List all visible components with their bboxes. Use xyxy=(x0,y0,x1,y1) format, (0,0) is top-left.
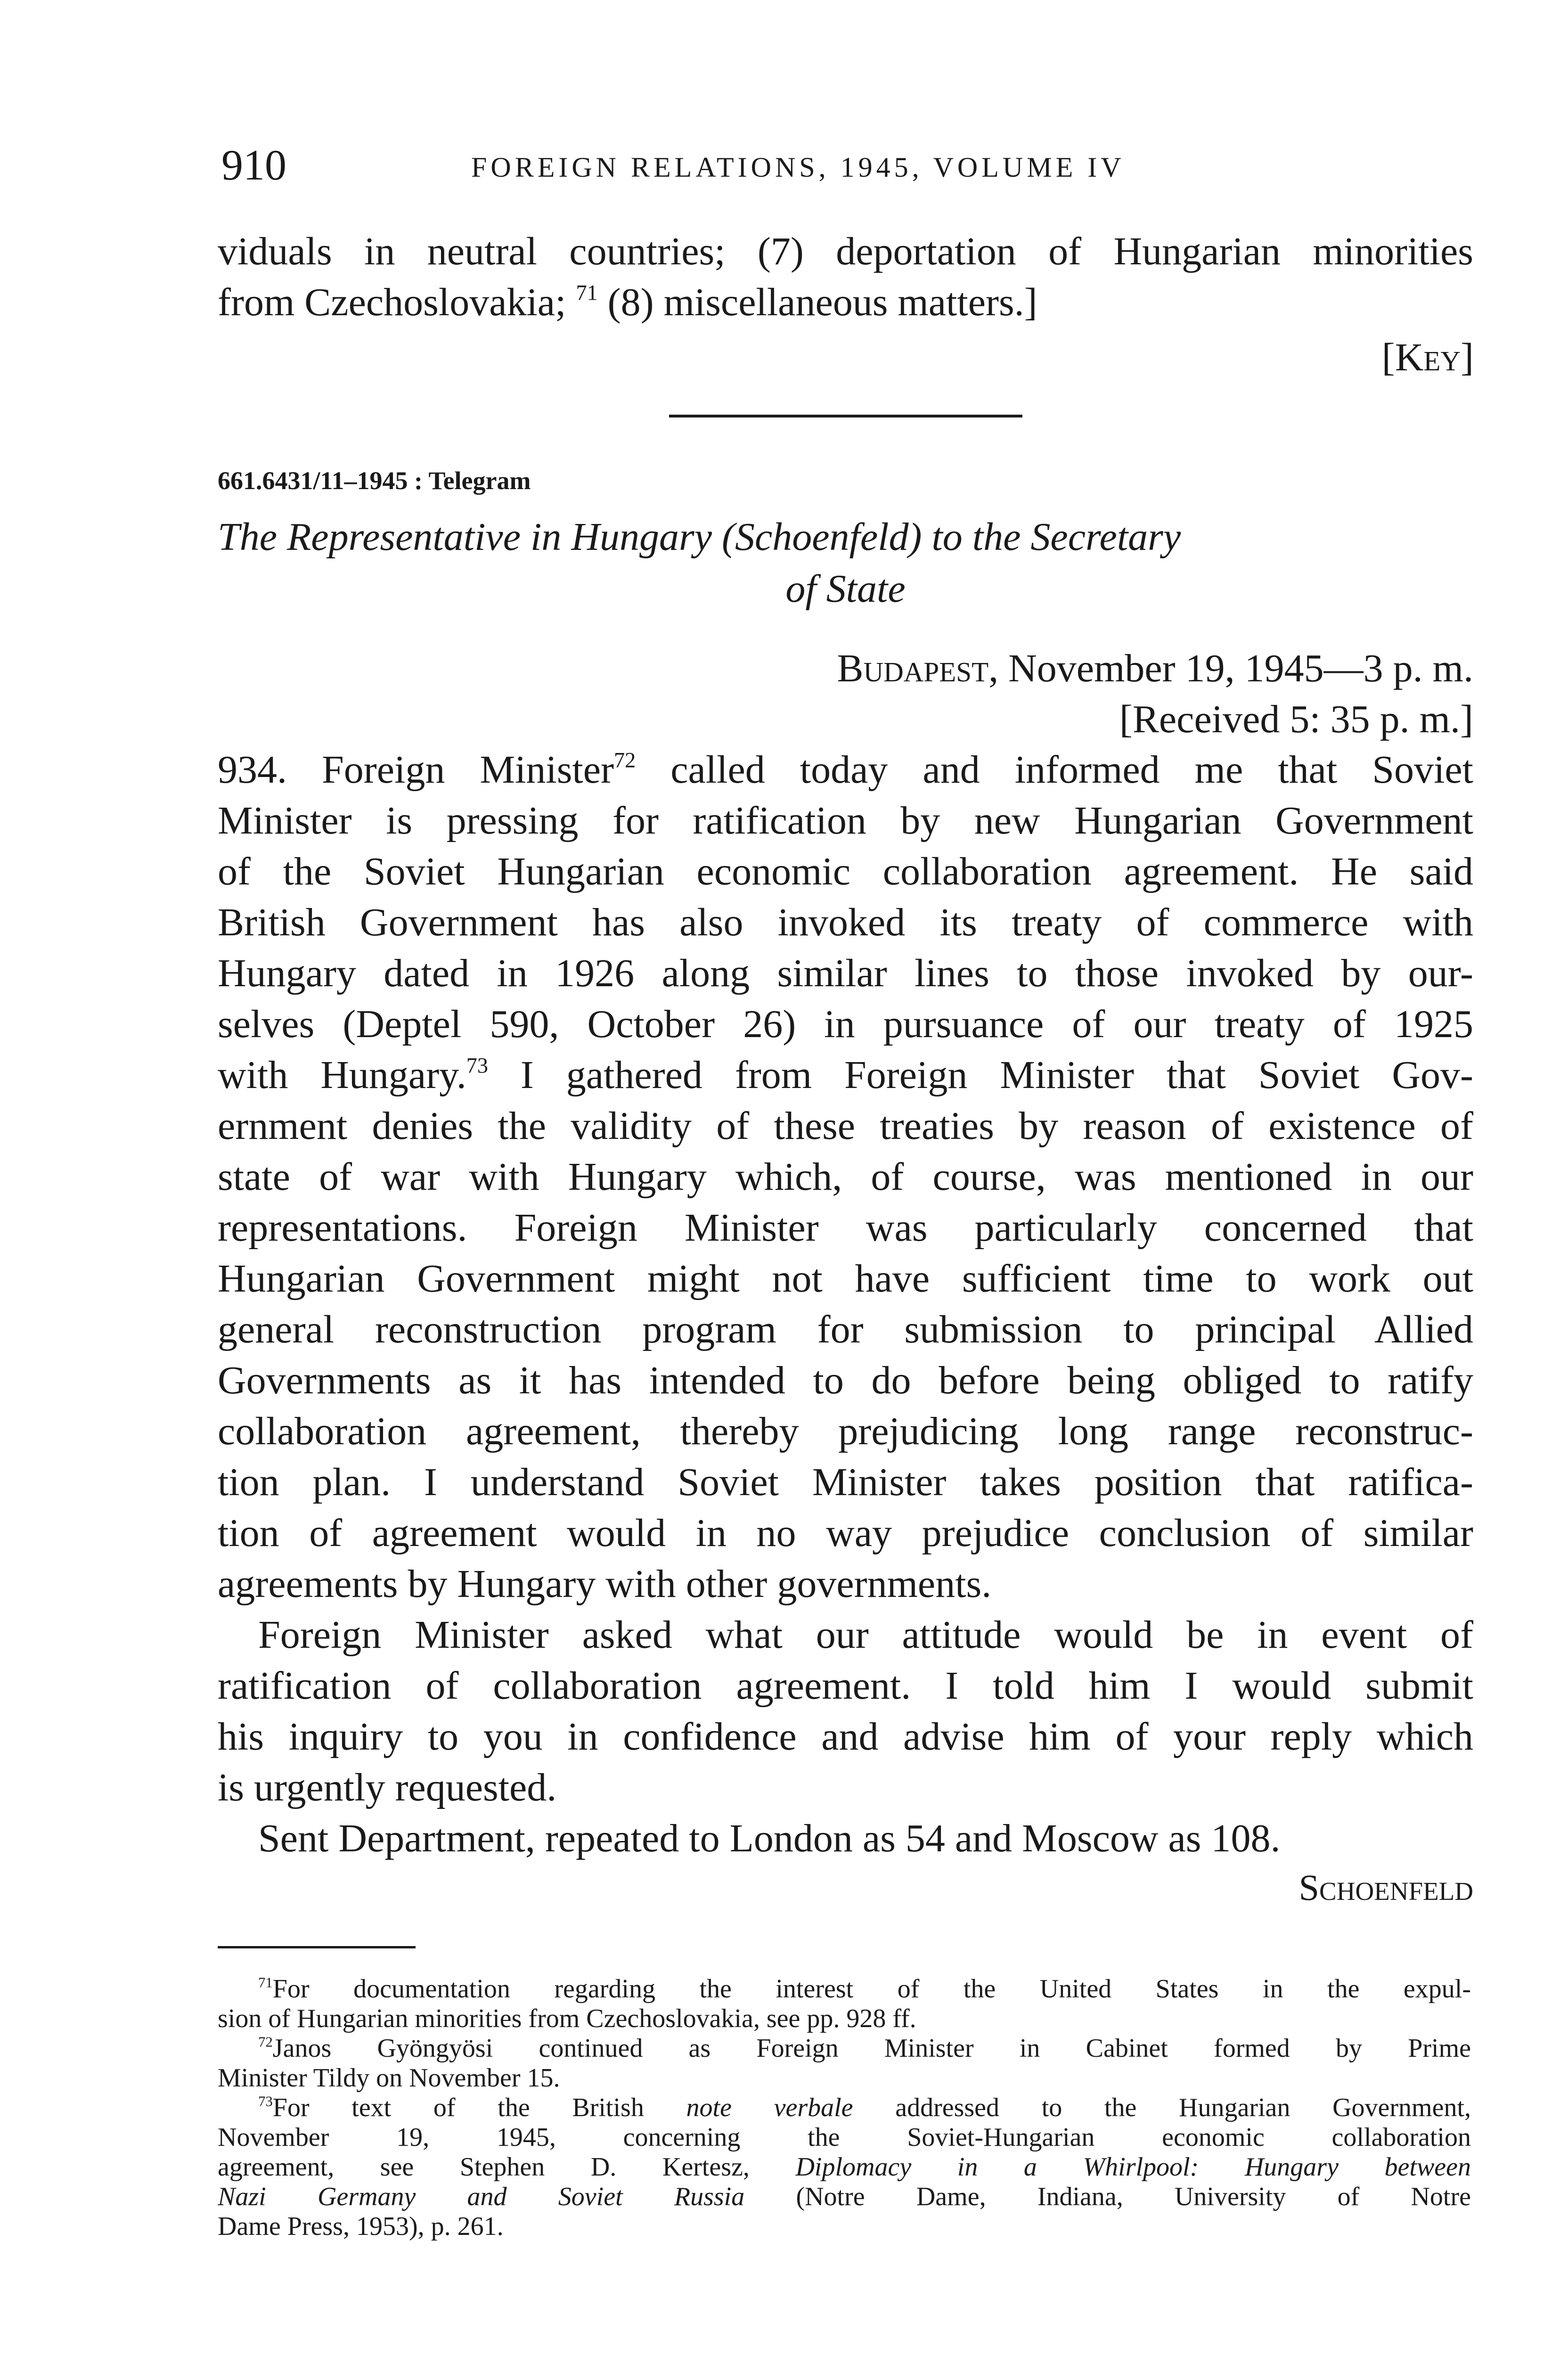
footnote-ref-73: 73 xyxy=(466,1053,488,1078)
footnote-ref-71: 71 xyxy=(576,280,598,305)
footnote-italic-text: Diplomacy in a Whirlpool: Hungary between xyxy=(795,2152,1471,2182)
body-line: tion plan. I understand Soviet Minister takes position that ratifica- xyxy=(218,1460,1473,1504)
signature: Schoenfeld xyxy=(1298,1867,1473,1908)
telegram-number-text: 934. Foreign Minister xyxy=(218,748,614,792)
body-line: British Government has also invoked its treaty of commerce with xyxy=(218,900,1473,944)
body-line: Hungarian Government might not have sufficient time to work out xyxy=(218,1257,1473,1301)
footnote-italic-text: Nazi Germany and Soviet Russia xyxy=(218,2182,745,2211)
body-line: ernment denies the validity of these treaties by reason of existence of xyxy=(218,1104,1473,1148)
footnote-text: addressed to the Hungarian Government, xyxy=(895,2093,1471,2122)
body-text: called today and informed me that Soviet xyxy=(670,748,1473,792)
body-line: Hungary dated in 1926 along similar lines to those invoked by our- xyxy=(218,951,1473,995)
section-divider xyxy=(669,415,1022,417)
intro-text-end: (8) miscellaneous matters.] xyxy=(607,280,1037,324)
footnote-73-line-2: November 19, 1945, concerning the Soviet-Hungarian economic collaboration xyxy=(218,2123,1471,2152)
footnote-73-line-1 xyxy=(218,2093,1471,2123)
footnote-72-line-1 xyxy=(218,2034,1471,2063)
body-line: Foreign Minister asked what our attitude would be in event of xyxy=(258,1613,1473,1657)
body-line: tion of agreement would in no way prejudice conclusion of similar xyxy=(218,1511,1473,1555)
footnote-text: Janos Gyöngyösi continued as Foreign Minister in Cabinet formed by Prime xyxy=(272,2034,1471,2063)
intro-text: from Czechoslovakia; xyxy=(218,280,566,324)
document-title-line-2: of State xyxy=(785,567,906,611)
document-title-line-1: The Representative in Hungary (Schoenfeld) to the Secretary xyxy=(218,515,1181,559)
dateline-date: , November 19, 1945—3 p. m. xyxy=(988,646,1473,690)
body-text: with Hungary. xyxy=(218,1053,466,1097)
body-line: ratification of collaboration agreement. I told him I would submit xyxy=(218,1664,1473,1708)
body-line: of the Soviet Hungarian economic collaboration agreement. He said xyxy=(218,850,1473,893)
body-line: state of war with Hungary which, of course, was mentioned in our xyxy=(218,1155,1473,1199)
dateline xyxy=(218,643,1473,694)
footnote-72-line-2: Minister Tildy on November 15. xyxy=(218,2063,560,2093)
body-line: collaboration agreement, thereby prejudicing long range reconstruc- xyxy=(218,1409,1473,1453)
running-title: FOREIGN RELATIONS, 1945, VOLUME IV xyxy=(471,152,1125,183)
footnote-number-73: 73 xyxy=(258,2093,273,2110)
footnote-divider xyxy=(218,1946,416,1948)
footnote-73-line-3 xyxy=(218,2152,1471,2182)
dateline-place: Budapest xyxy=(837,646,989,690)
file-number: 661.6431/11–1945 : Telegram xyxy=(218,466,531,495)
intro-line-1: viduals in neutral countries; (7) deportation of Hungarian minorities xyxy=(218,229,1473,273)
footnote-number-72: 72 xyxy=(258,2034,273,2050)
footnote-text: (Notre Dame, Indiana, University of Notre xyxy=(796,2182,1471,2211)
page-number: 910 xyxy=(221,141,286,189)
footnote-71-line-2: sion of Hungarian minorities from Czechoslovakia, see pp. 928 ff. xyxy=(218,2004,916,2033)
footnote-text: agreement, see Stephen D. Kertesz, xyxy=(218,2152,750,2182)
body-line xyxy=(218,1050,1473,1101)
body-line: agreements by Hungary with other governments. xyxy=(218,1562,992,1606)
key-attribution: [Key] xyxy=(1381,335,1474,379)
footnote-italic-text: note verbale xyxy=(686,2093,853,2122)
page-header xyxy=(221,139,1475,191)
body-line: his inquiry to you in confidence and advise him of your reply which xyxy=(218,1715,1473,1759)
body-line: Sent Department, repeated to London as 54 and Moscow as 108. xyxy=(258,1816,1281,1860)
footnote-71-line-1 xyxy=(218,1974,1471,2004)
body-line: selves (Deptel 590, October 26) in pursuance of our treaty of 1925 xyxy=(218,1002,1473,1046)
body-text: I gathered from Foreign Minister that Soviet Gov- xyxy=(520,1053,1473,1097)
footnote-ref-72: 72 xyxy=(614,748,636,772)
footnote-73-line-5: Dame Press, 1953), p. 261. xyxy=(218,2212,504,2241)
footnote-number-71: 71 xyxy=(258,1974,273,1991)
intro-line-2 xyxy=(218,277,1473,328)
body-line: general reconstruction program for submission to principal Allied xyxy=(218,1308,1473,1351)
footnote-text: For text of the British xyxy=(272,2093,644,2122)
body-line xyxy=(218,744,1473,795)
body-line: representations. Foreign Minister was particularly concerned that xyxy=(218,1206,1473,1250)
body-line: Minister is pressing for ratification by new Hungarian Government xyxy=(218,799,1473,843)
body-line: is urgently requested. xyxy=(218,1766,557,1809)
received-time: [Received 5: 35 p. m.] xyxy=(1119,697,1473,741)
body-line: Governments as it has intended to do before being obliged to ratify xyxy=(218,1358,1473,1402)
footnote-73-line-4 xyxy=(218,2182,1471,2212)
footnote-text: For documentation regarding the interest of the United States in the expul- xyxy=(272,1974,1471,2004)
